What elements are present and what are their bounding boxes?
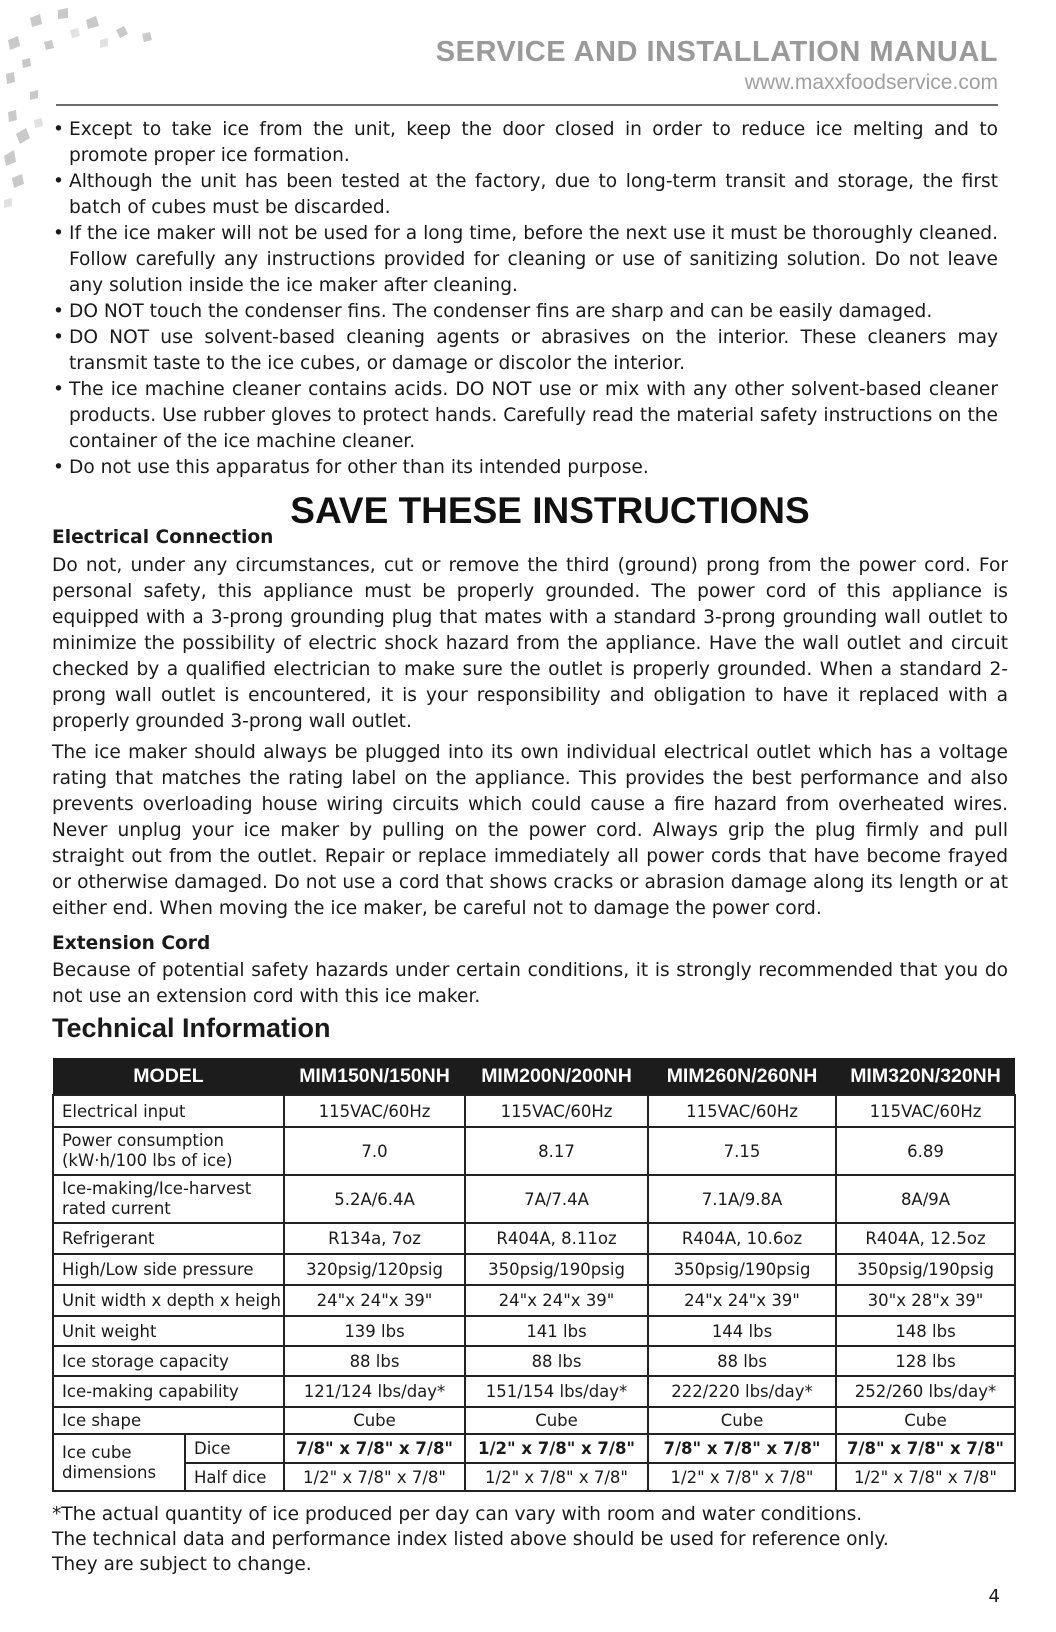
footnote-line: The technical data and performance index listed above should be used for reference only. <box>52 1529 889 1550</box>
table-row <box>53 1175 1015 1223</box>
table-cell: 1/2" x 7/8" x 7/8" <box>465 1463 648 1491</box>
table-cell: Cube <box>648 1407 836 1434</box>
table-row <box>53 1407 1015 1434</box>
bullet-item: • Except to take ice from the unit, keep the door closed in order to reduce ice melting and to promote proper ice formation. <box>52 117 998 169</box>
table-cell: 88 lbs <box>284 1346 465 1376</box>
table-cell: R404A, 10.6oz <box>648 1223 836 1254</box>
table-cell: 7.1A/9.8A <box>648 1175 836 1223</box>
table-cell: 350psig/190psig <box>465 1254 648 1285</box>
table-cell: 6.89 <box>836 1127 1015 1175</box>
header-divider <box>56 104 998 106</box>
table-cell: 350psig/190psig <box>836 1254 1015 1285</box>
table-cell: R134a, 7oz <box>284 1223 465 1254</box>
table-cell: 222/220 lbs/day* <box>648 1376 836 1407</box>
table-row <box>53 1316 1015 1346</box>
table-cell: 141 lbs <box>465 1316 648 1346</box>
table-row <box>53 1434 1015 1463</box>
column-header: MIM320N/320NH <box>836 1058 1015 1095</box>
table-cell: 24"x 24"x 39" <box>648 1285 836 1316</box>
page-number: 4 <box>988 1586 1000 1607</box>
row-label: Electrical input <box>53 1095 284 1127</box>
safety-bullet-list <box>52 117 998 481</box>
row-label: Ice shape <box>53 1407 284 1434</box>
row-label: Refrigerant <box>53 1223 284 1254</box>
bullet-item: • The ice machine cleaner contains acids. DO NOT use or mix with any other solvent-based cleaner products. Use rubber gloves to protect hands. Carefully read the material safety instructions on the container of the ice machine cleaner. <box>52 377 998 455</box>
bullet-item: • DO NOT use solvent-based cleaning agents or abrasives on the interior. These cleaners may transmit taste to the ice cubes, or damage or discolor the interior. <box>52 325 998 377</box>
footnote-line: They are subject to change. <box>52 1554 312 1575</box>
technical-spec-table <box>52 1058 1016 1492</box>
table-row <box>53 1223 1015 1254</box>
bullet-item: • Do not use this apparatus for other than its intended purpose. <box>52 455 998 481</box>
table-cell: 252/260 lbs/day* <box>836 1376 1015 1407</box>
row-label: Ice storage capacity <box>53 1346 284 1376</box>
table-cell: 24"x 24"x 39" <box>284 1285 465 1316</box>
sub-row-label: Half dice <box>185 1463 284 1491</box>
table-cell: 24"x 24"x 39" <box>465 1285 648 1316</box>
table-row <box>53 1376 1015 1407</box>
table-footnote <box>52 1502 889 1577</box>
row-label: Ice-making/Ice-harvest rated current <box>53 1175 284 1223</box>
row-label: Unit weight <box>53 1316 284 1346</box>
table-cell: 7/8" x 7/8" x 7/8" <box>284 1434 465 1463</box>
table-cell: 7.15 <box>648 1127 836 1175</box>
table-cell: Cube <box>465 1407 648 1434</box>
table-cell: 30"x 28"x 39" <box>836 1285 1015 1316</box>
table-cell: 1/2" x 7/8" x 7/8" <box>465 1434 648 1463</box>
table-header-row <box>53 1058 1015 1095</box>
table-cell: 144 lbs <box>648 1316 836 1346</box>
table-cell: 148 lbs <box>836 1316 1015 1346</box>
table-cell: 115VAC/60Hz <box>284 1095 465 1127</box>
page-header <box>436 36 998 95</box>
row-label: Ice cube dimensions <box>53 1434 185 1491</box>
website-url: www.maxxfoodservice.com <box>744 71 998 94</box>
table-cell: 1/2" x 7/8" x 7/8" <box>284 1463 465 1491</box>
table-cell: 139 lbs <box>284 1316 465 1346</box>
table-row <box>53 1463 1015 1491</box>
table-cell: Cube <box>284 1407 465 1434</box>
table-row <box>53 1127 1015 1175</box>
table-cell: 151/154 lbs/day* <box>465 1376 648 1407</box>
table-cell: 5.2A/6.4A <box>284 1175 465 1223</box>
table-cell: 8.17 <box>465 1127 648 1175</box>
row-label: Ice-making capability <box>53 1376 284 1407</box>
table-cell: 8A/9A <box>836 1175 1015 1223</box>
extension-cord-paragraph: Because of potential safety hazards under certain conditions, it is strongly recommended that you do not use an extension cord with this ice maker. <box>52 960 1008 1007</box>
table-cell: 115VAC/60Hz <box>648 1095 836 1127</box>
table-cell: 1/2" x 7/8" x 7/8" <box>648 1463 836 1491</box>
table-cell: 128 lbs <box>836 1346 1015 1376</box>
table-row <box>53 1346 1015 1376</box>
technical-information-heading: Technical Information <box>52 1013 331 1043</box>
sub-row-label: Dice <box>185 1434 284 1463</box>
row-label: High/Low side pressure <box>53 1254 284 1285</box>
electrical-paragraph-2: The ice maker should always be plugged into its own individual electrical outlet which has a voltage rating that matches the rating label on the appliance. This provides the best performance and also prevents overloading house wiring circuits which could cause a fire hazard from overheated wires. Never unplug your ice maker by pulling on the power cord. Always grip the plug firmly and pull straight out from the outlet. Repair or replace immediately all power cords that have become frayed or otherwise damaged. Do not use a cord that shows cracks or abrasion damage along its length or at either end. When moving the ice maker, be careful not to damage the power cord. <box>52 742 1008 919</box>
column-header: MIM200N/200NH <box>465 1058 648 1095</box>
table-row <box>53 1285 1015 1316</box>
table-row <box>53 1095 1015 1127</box>
electrical-connection-heading: Electrical Connection <box>52 527 274 548</box>
bullet-item: • Although the unit has been tested at the factory, due to long-term transit and storage, the first batch of cubes must be discarded. <box>52 169 998 221</box>
manual-title: SERVICE AND INSTALLATION MANUAL <box>435 36 998 68</box>
row-label: Unit width x depth x heigh <box>53 1285 284 1316</box>
table-cell: 350psig/190psig <box>648 1254 836 1285</box>
table-cell: 7/8" x 7/8" x 7/8" <box>836 1434 1015 1463</box>
column-header: MODEL <box>53 1058 284 1095</box>
save-instructions-heading: SAVE THESE INSTRUCTIONS <box>290 490 810 531</box>
extension-cord-heading: Extension Cord <box>52 933 211 954</box>
bullet-item: • DO NOT touch the condenser fins. The condenser fins are sharp and can be easily damaged. <box>52 299 998 325</box>
table-cell: 1/2" x 7/8" x 7/8" <box>836 1463 1015 1491</box>
table-cell: 7/8" x 7/8" x 7/8" <box>648 1434 836 1463</box>
table-cell: 115VAC/60Hz <box>465 1095 648 1127</box>
table-cell: 88 lbs <box>648 1346 836 1376</box>
table-cell: 88 lbs <box>465 1346 648 1376</box>
table-row <box>53 1254 1015 1285</box>
table-cell: 7.0 <box>284 1127 465 1175</box>
table-cell: 115VAC/60Hz <box>836 1095 1015 1127</box>
table-cell: 320psig/120psig <box>284 1254 465 1285</box>
electrical-paragraph-1: Do not, under any circumstances, cut or remove the third (ground) prong from the power cord. For personal safety, this appliance must be properly grounded. The power cord of this appliance is equipped with a 3-prong grounding plug that mates with a standard 3-prong grounding wall outlet to minimize the possibility of electric shock hazard from the appliance. Have the wall outlet and circuit checked by a qualified electrician to make sure the outlet is properly grounded. When a standard 2-prong wall outlet is encountered, it is your responsibility and obligation to have it replaced with a properly grounded 3-prong wall outlet. <box>52 555 1008 732</box>
table-cell: R404A, 12.5oz <box>836 1223 1015 1254</box>
table-cell: Cube <box>836 1407 1015 1434</box>
column-header: MIM150N/150NH <box>284 1058 465 1095</box>
row-label: Power consumption (kW·h/100 lbs of ice) <box>53 1127 284 1175</box>
bullet-item: • If the ice maker will not be used for a long time, before the next use it must be thoroughly cleaned. Follow carefully any instructions provided for cleaning or use of sanitizing solution. Do not leave any solution inside the ice maker after cleaning. <box>52 221 998 299</box>
footnote-line: *The actual quantity of ice produced per day can vary with room and water conditions. <box>52 1504 863 1525</box>
column-header: MIM260N/260NH <box>648 1058 836 1095</box>
table-cell: 7A/7.4A <box>465 1175 648 1223</box>
table-cell: R404A, 8.11oz <box>465 1223 648 1254</box>
table-cell: 121/124 lbs/day* <box>284 1376 465 1407</box>
